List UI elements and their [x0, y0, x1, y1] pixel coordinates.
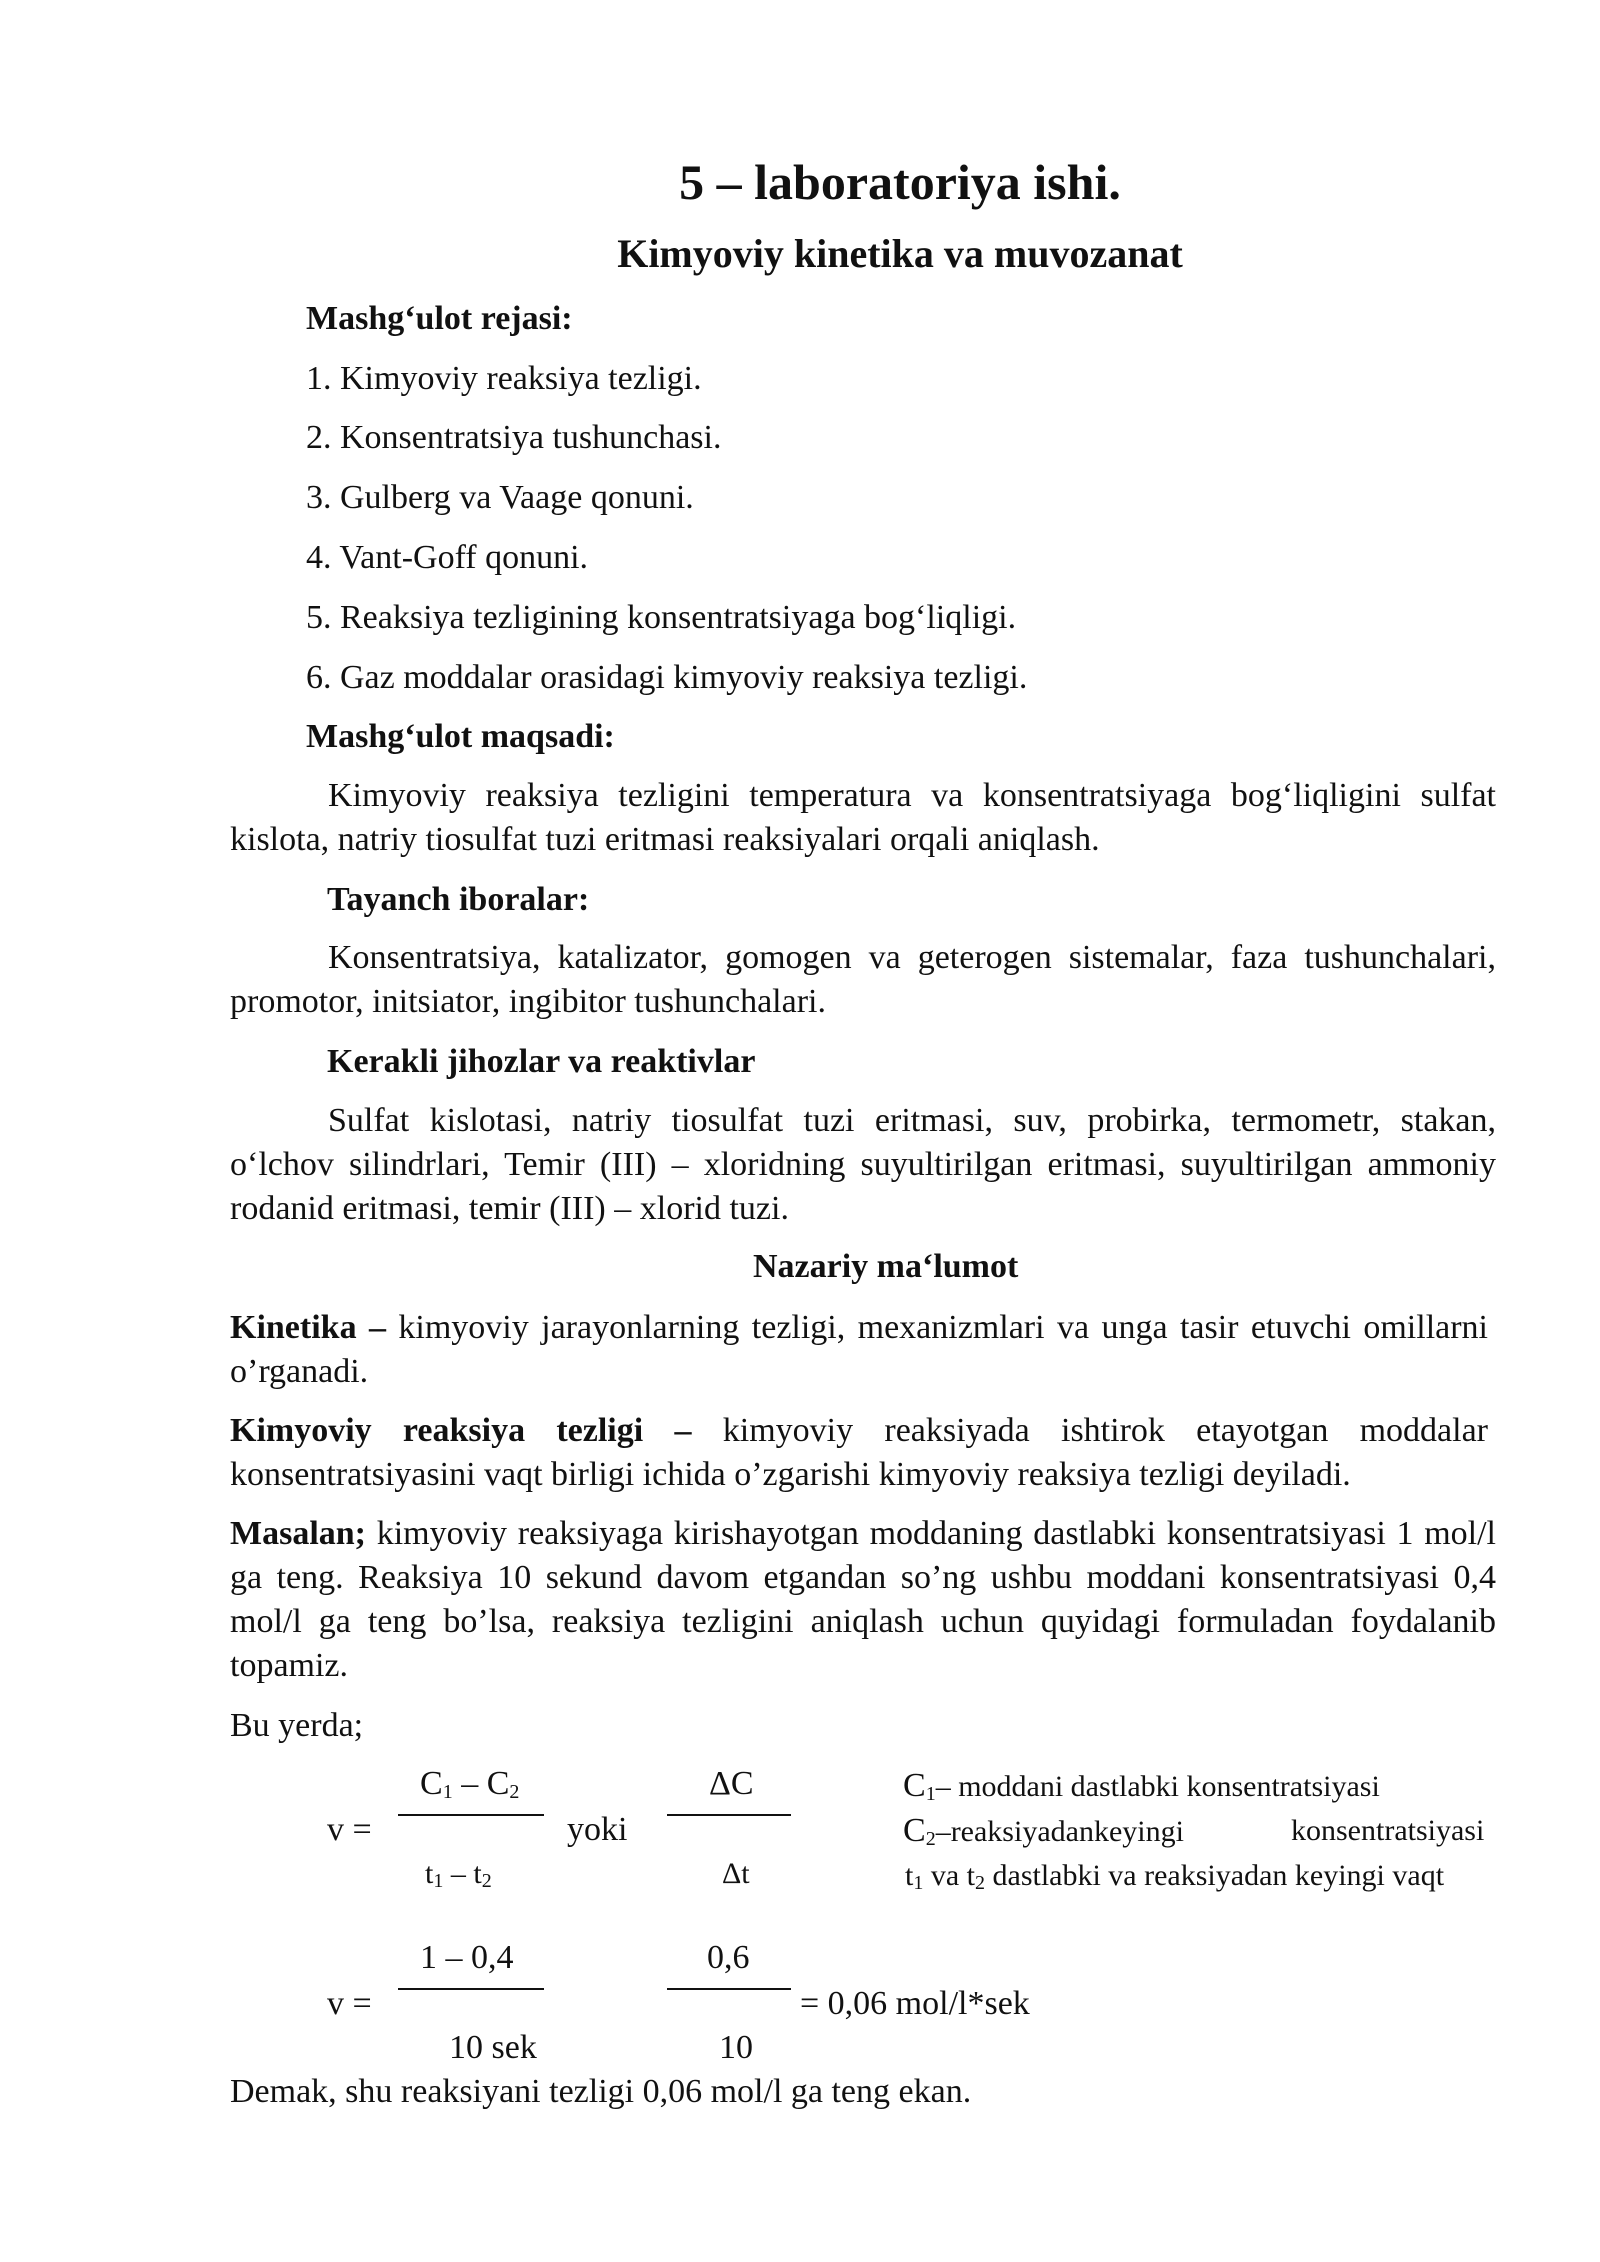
kinetics-text: kimyoviy jarayonlarning tezligi, mexanizmlari va unga tasir etuvchi omillarni o’rganadi. — [230, 1309, 1489, 1390]
plan-item: 5. Reaksiya tezligining konsentratsiyaga bog‘liqligi. — [306, 599, 1017, 636]
conclusion-text: Demak, shu reaksiyani tezligi 0,06 mol/l ga teng ekan. — [230, 2073, 972, 2110]
plan-heading: Mashg‘ulot rejasi: — [306, 300, 573, 337]
formula-denominator: $t_1 - t_2$ — [425, 1857, 492, 1892]
fraction-bar — [398, 1988, 544, 1990]
rate-text: kimyoviy reaksiyada ishtirok etayotgan moddalar konsentratsiyasini vaqt birligi ichida o’zgarishi kimyoviy reaksiya tezligi deyiladi. — [230, 1412, 1488, 1493]
calc-denominator-2: 10 — [719, 2029, 753, 2066]
calc-numerator: 1 – 0,4 — [420, 1939, 514, 1976]
example-paragraph — [230, 1512, 1496, 1688]
rate-term: Kimyoviy reaksiya tezligi – — [230, 1412, 692, 1449]
formula-numerator-delta: ΔC — [709, 1765, 754, 1802]
calc-lhs: v = — [327, 1985, 372, 2022]
plan-item: 1. Kimyoviy reaksiya tezligi. — [306, 360, 702, 397]
formula-lhs: v = — [327, 1811, 372, 1848]
legend-t: $t_1$ va $t_2$ dastlabki va reaksiyadan keyingi vaqt — [905, 1859, 1445, 1894]
formula-numerator: $C_1 - C_2$ — [420, 1765, 520, 1803]
equipment-heading: Kerakli jihozlar va reaktivlar — [327, 1043, 756, 1080]
fraction-bar — [667, 1988, 791, 1990]
rate-definition — [230, 1409, 1488, 1497]
fraction-bar — [398, 1814, 544, 1816]
calc-result: = 0,06 mol/l*sek — [800, 1985, 1030, 2022]
formula-denominator-delta: Δt — [722, 1857, 750, 1890]
goal-text: Kimyoviy reaksiya tezligini temperatura va konsentratsiyaga bog‘liqligini sulfat kislota, natriy tiosulfat tuzi eritmasi reaksiyalari orqali aniqlash. — [230, 777, 1496, 858]
plan-item: 3. Gulberg va Vaage qonuni. — [306, 479, 694, 516]
calc-denominator: 10 sek — [449, 2029, 537, 2066]
example-text: kimyoviy reaksiyaga kirishayotgan moddaning dastlabki konsentratsiyasi 1 mol/l ga teng. Reaksiya 10 sekund davom etgandan so’ng ushbu moddani konsentratsiyasi 0,4 mol/l ga teng bo’lsa, reaksiya tezligini aniqlash uchun quyidagi formuladan foydalanib topamiz. — [230, 1515, 1496, 1684]
theory-heading: Nazariy ma‘lumot — [753, 1248, 1019, 1285]
legend-c2-tail: konsentratsiyasi — [1291, 1814, 1485, 1847]
equipment-text: Sulfat kislotasi, natriy tiosulfat tuzi eritmasi, suv, probirka, termometr, stakan, o‘lchov silindrlari, Temir (III) – xloridning suyultirilgan eritmasi, suyultirilgan ammoniy rodanid eritmasi, temir (III) – xlorid tuzi. — [230, 1102, 1496, 1227]
goal-heading: Mashg‘ulot maqsadi: — [306, 718, 615, 755]
plan-item: 4. Vant-Goff qonuni. — [306, 539, 589, 576]
page-subtitle: Kimyoviy kinetika va muvozanat — [617, 231, 1183, 276]
plan-item: 6. Gaz moddalar orasidagi kimyoviy reaksiya tezligi. — [306, 659, 1028, 696]
where-label: Bu yerda; — [230, 1707, 364, 1744]
kinetics-term: Kinetika – — [230, 1309, 386, 1346]
page-title: 5 – laboratoriya ishi. — [679, 154, 1121, 210]
legend-c2: $C_2$–reaksiyadankeyingi — [903, 1812, 1184, 1850]
kinetics-definition — [230, 1306, 1488, 1394]
example-term: Masalan; — [230, 1515, 366, 1552]
keywords-text: Konsentratsiya, katalizator, gomogen va geterogen sistemalar, faza tushunchalari, promotor, initsiator, ingibitor tushunchalari. — [230, 939, 1496, 1020]
legend-c1: $C_1-$ moddani dastlabki konsentratsiyasi — [903, 1767, 1380, 1805]
plan-item: 2. Konsentratsiya tushunchasi. — [306, 419, 722, 456]
keywords-heading: Tayanch iboralar: — [327, 881, 590, 918]
formula-or: yoki — [567, 1811, 628, 1848]
calc-numerator-2: 0,6 — [707, 1939, 750, 1976]
fraction-bar — [667, 1814, 791, 1816]
